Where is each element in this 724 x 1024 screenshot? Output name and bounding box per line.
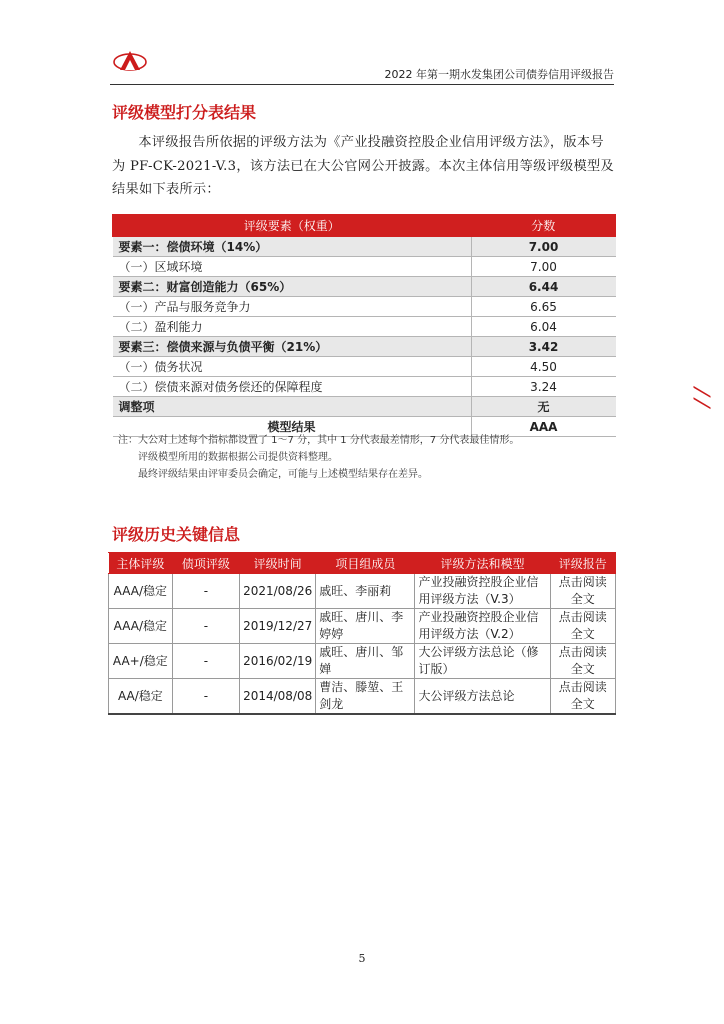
factor-score: AAA <box>471 417 616 437</box>
factor-name: 要素三：偿债来源与负债平衡（21%） <box>113 337 472 357</box>
model-row <box>113 257 616 277</box>
notes <box>118 432 519 483</box>
model-row <box>113 297 616 317</box>
factor-name: 调整项 <box>113 397 472 417</box>
factor-score: 无 <box>471 397 616 417</box>
rating-method: 大公评级方法总论 <box>415 679 550 715</box>
history-row <box>109 574 616 609</box>
issue-rating: - <box>172 609 239 644</box>
history-row <box>109 644 616 679</box>
factor-name: 模型结果 <box>113 417 472 437</box>
rating-date: 2014/08/08 <box>240 679 316 715</box>
red-stamp-mark-icon: ⁄ ⁄ <box>688 390 714 406</box>
issue-rating: - <box>172 679 239 715</box>
factor-name: （一）区域环境 <box>113 257 472 277</box>
model-row <box>113 397 616 417</box>
model-row <box>113 317 616 337</box>
header-rating-date: 评级时间 <box>240 553 316 574</box>
rating-history-table <box>108 552 616 715</box>
model-row <box>113 277 616 297</box>
rating-method: 产业投融资控股企业信用评级方法（V.3） <box>415 574 550 609</box>
factor-name: （一）产品与服务竞争力 <box>113 297 472 317</box>
rating-method: 大公评级方法总论（修订版） <box>415 644 550 679</box>
note-line: 注：大公对上述每个指标都设置了 1～7 分，其中 1 分代表最差情形，7 分代表最佳情形。 <box>118 435 520 446</box>
entity-rating: AA/稳定 <box>109 679 173 715</box>
issue-rating: - <box>172 574 239 609</box>
report-link[interactable]: 点击阅读全文 <box>550 644 616 679</box>
rating-date: 2021/08/26 <box>240 574 316 609</box>
report-link[interactable]: 点击阅读全文 <box>550 679 616 715</box>
history-row <box>109 679 616 715</box>
header-factor: 评级要素（权重） <box>113 215 472 237</box>
factor-score: 3.24 <box>471 377 616 397</box>
team-members: 戚旺、唐川、邹婵 <box>316 644 415 679</box>
factor-name: 要素一：偿债环境（14%） <box>113 237 472 257</box>
note-line: 评级模型所用的数据根据公司提供资料整理。 <box>138 452 338 463</box>
factor-score: 7.00 <box>471 237 616 257</box>
report-link[interactable]: 点击阅读全文 <box>550 574 616 609</box>
note-line: 最终评级结果由评审委员会确定，可能与上述模型结果存在差异。 <box>138 469 428 480</box>
report-link[interactable]: 点击阅读全文 <box>550 609 616 644</box>
intro-paragraph: 本评级报告所依据的评级方法为《产业投融资控股企业信用评级方法》，版本号为 PF-CK-2021-V.3，该方法已在大公官网公开披露。本次主体信用等级评级模型及结果如下表所示： <box>112 135 615 197</box>
factor-name: （一）债务状况 <box>113 357 472 377</box>
model-row <box>113 377 616 397</box>
factor-score: 4.50 <box>471 357 616 377</box>
history-row <box>109 609 616 644</box>
header-team: 项目组成员 <box>316 553 415 574</box>
factor-name: （二）盈利能力 <box>113 317 472 337</box>
page-number: 5 <box>358 952 366 965</box>
model-row <box>113 357 616 377</box>
header-method: 评级方法和模型 <box>415 553 550 574</box>
header-entity-rating: 主体评级 <box>109 553 173 574</box>
team-members: 曹洁、滕堃、王剑龙 <box>316 679 415 715</box>
factor-score: 6.44 <box>471 277 616 297</box>
section-title-model: 评级模型打分表结果 <box>112 103 257 122</box>
factor-score: 7.00 <box>471 257 616 277</box>
rating-date: 2019/12/27 <box>240 609 316 644</box>
header-score: 分数 <box>471 215 616 237</box>
entity-rating: AA+/稳定 <box>109 644 173 679</box>
rating-date: 2016/02/19 <box>240 644 316 679</box>
entity-rating: AAA/稳定 <box>109 609 173 644</box>
model-score-table <box>112 214 616 437</box>
issue-rating: - <box>172 644 239 679</box>
factor-score: 6.65 <box>471 297 616 317</box>
header-report: 评级报告 <box>550 553 616 574</box>
entity-rating: AAA/稳定 <box>109 574 173 609</box>
page-header: 2022 年第一期水发集团公司债券信用评级报告 <box>110 66 614 85</box>
model-row <box>113 337 616 357</box>
factor-name: （二）偿债来源对债务偿还的保障程度 <box>113 377 472 397</box>
rating-method: 产业投融资控股企业信用评级方法（V.2） <box>415 609 550 644</box>
factor-score: 6.04 <box>471 317 616 337</box>
section-title-history: 评级历史关键信息 <box>112 525 241 544</box>
model-row <box>113 237 616 257</box>
team-members: 戚旺、唐川、李婷婷 <box>316 609 415 644</box>
factor-name: 要素二：财富创造能力（65%） <box>113 277 472 297</box>
header-issue-rating: 债项评级 <box>172 553 239 574</box>
team-members: 戚旺、李丽莉 <box>316 574 415 609</box>
factor-score: 3.42 <box>471 337 616 357</box>
